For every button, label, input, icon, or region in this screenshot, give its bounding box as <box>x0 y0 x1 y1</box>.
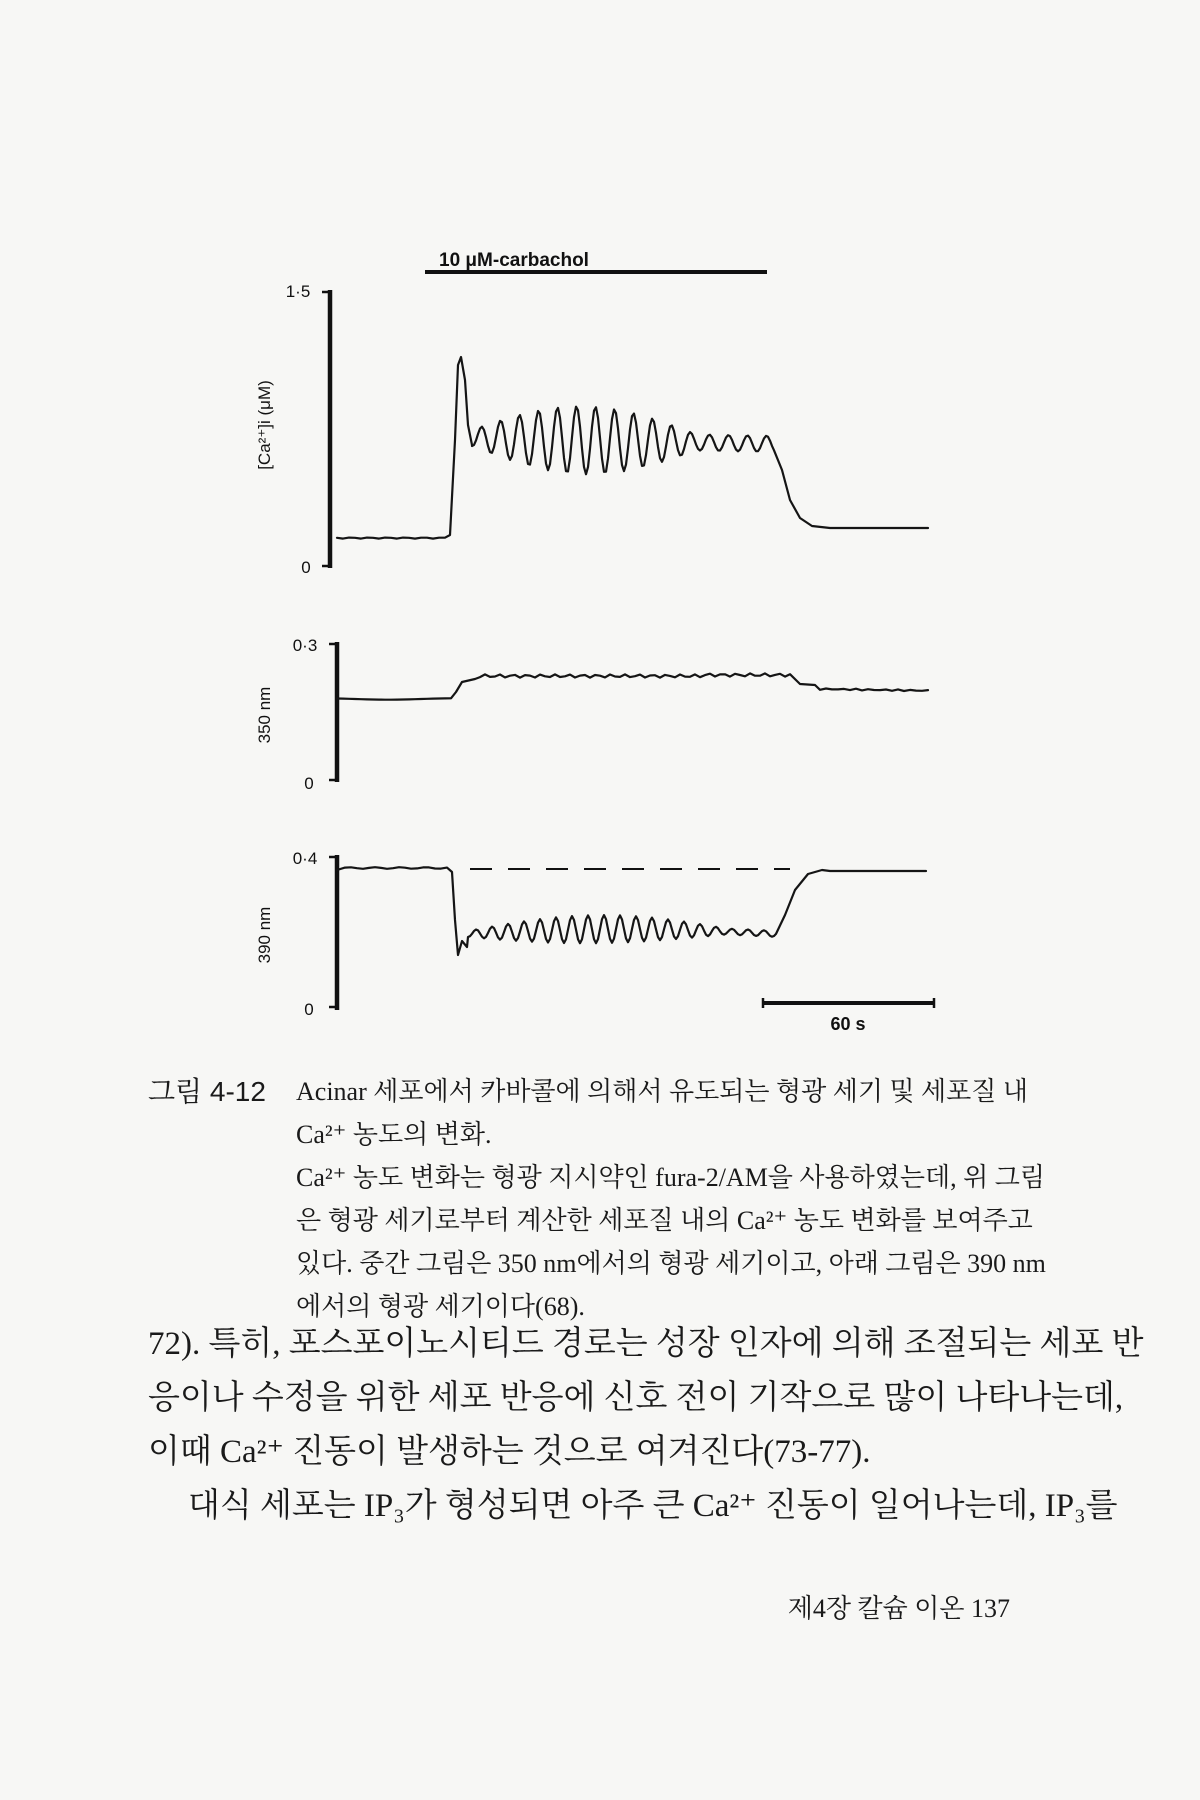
middle-y-label: 350 nm <box>255 686 274 744</box>
caption-line: 있다. 중간 그림은 350 nm에서의 형광 세기이고, 아래 그림은 390 nm <box>296 1249 1046 1278</box>
caption-line: 은 형광 세기로부터 계산한 세포질 내의 Ca²⁺ 농도 변화를 보여주고 <box>296 1206 1033 1235</box>
caption-line: Acinar 세포에서 카바콜에 의해서 유도되는 형광 세기 및 세포질 내 <box>296 1077 1029 1106</box>
caption-body <box>296 1070 1056 1328</box>
caption-label: 그림 4-12 <box>148 1076 266 1107</box>
caption-line: 에서의 형광 세기이다(68). <box>296 1292 585 1321</box>
time-scale-label: 60 s <box>830 1014 866 1034</box>
body-line: 응이나 수정을 위한 세포 반응에 신호 전이 기작으로 많이 나타나는데, <box>148 1380 1124 1416</box>
middle-y-max-label: 0·3 <box>292 636 318 655</box>
body-line: 대식 세포는 IP₃가 형성되면 아주 큰 Ca²⁺ 진동이 일어나는데, IP₃를 <box>188 1488 1118 1524</box>
middle-350nm-trace <box>337 673 928 699</box>
top-calcium-trace <box>337 357 928 539</box>
stimulus-label: 10 μM-carbachol <box>439 250 589 271</box>
body-line: 이때 Ca²⁺ 진동이 발생하는 것으로 여겨진다(73-77). <box>148 1434 871 1470</box>
top-y-max-label: 1·5 <box>285 282 311 301</box>
bottom-y-label: 390 nm <box>255 906 274 964</box>
top-y-min-label: 0 <box>301 558 311 577</box>
middle-y-min-label: 0 <box>304 774 314 793</box>
bottom-y-min-label: 0 <box>304 1000 314 1019</box>
page-footer: 제4장 칼슘 이온 137 <box>787 1594 1010 1623</box>
body-line: 72). 특히, 포스포이노시티드 경로는 성장 인자에 의해 조절되는 세포 반 <box>148 1326 1144 1362</box>
top-y-label: [Ca²⁺]i (μM) <box>255 380 274 470</box>
bottom-y-max-label: 0·4 <box>292 849 318 868</box>
caption-line: Ca²⁺ 농도의 변화. <box>296 1120 492 1149</box>
bottom-390nm-trace <box>337 867 926 955</box>
caption-line: Ca²⁺ 농도 변화는 형광 지시약인 fura-2/AM을 사용하였는데, 위 그림 <box>296 1163 1045 1192</box>
body-paragraph <box>148 1317 1144 1533</box>
